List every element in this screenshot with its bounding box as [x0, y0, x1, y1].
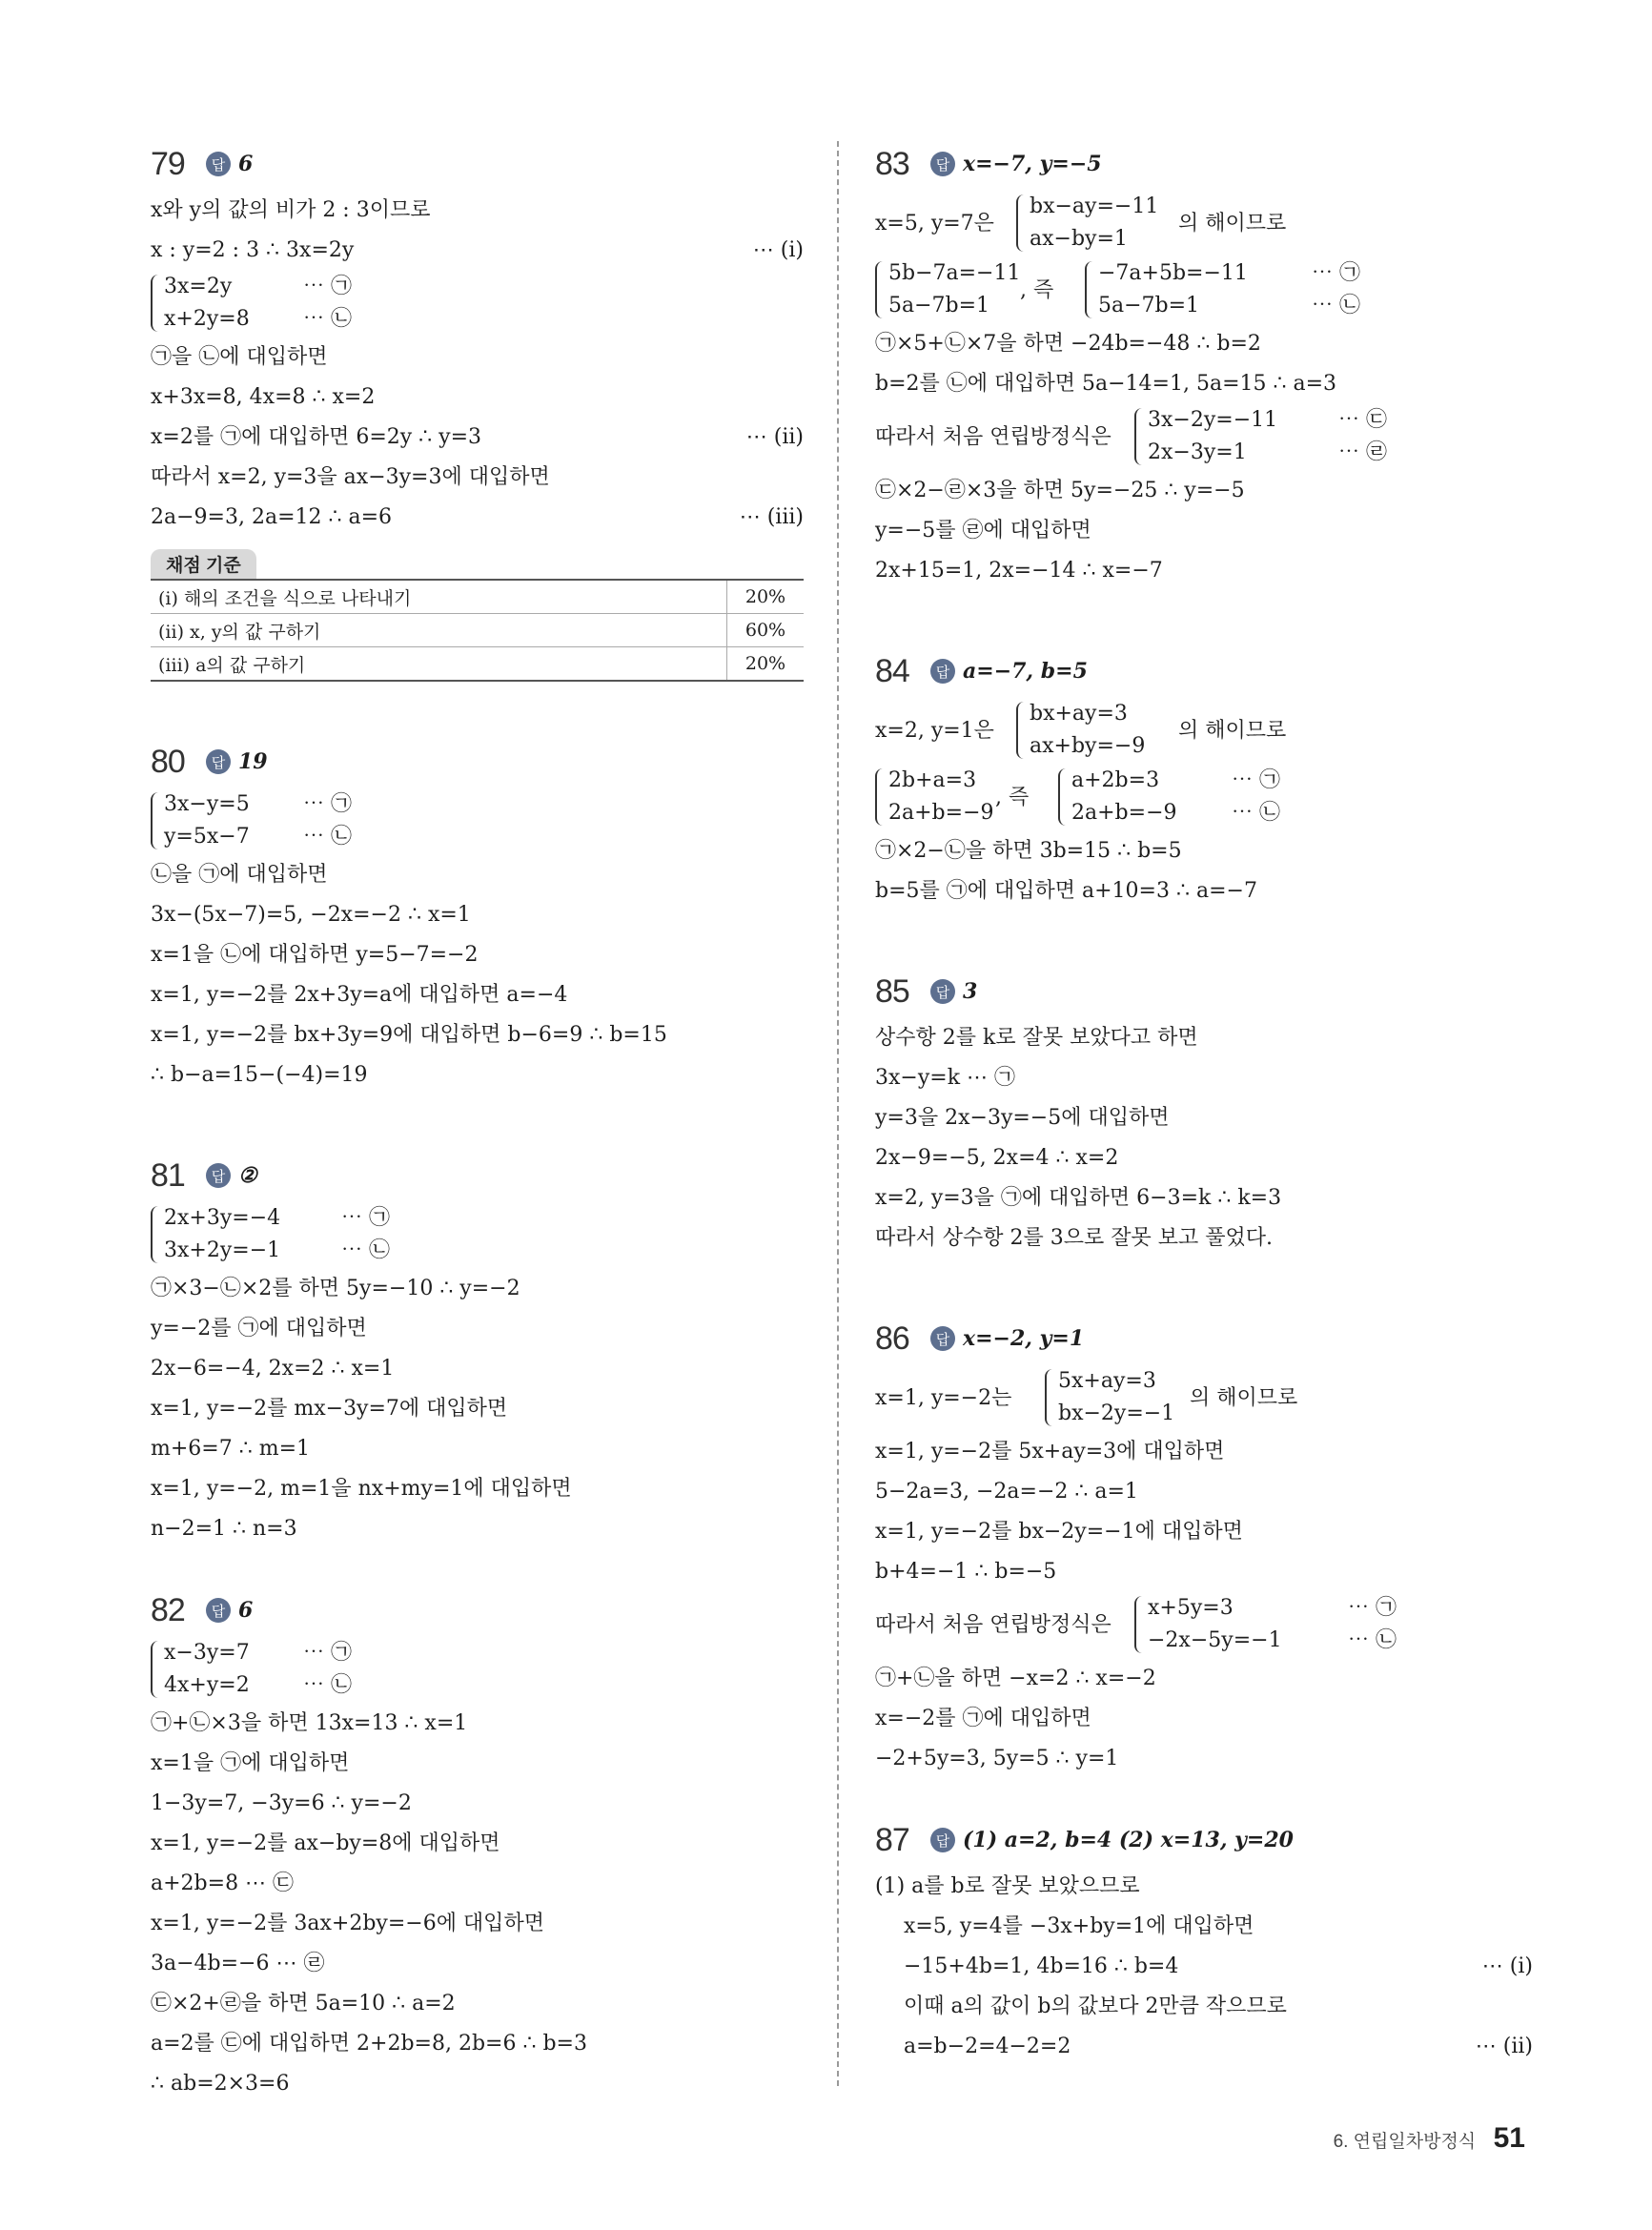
- solution-line: a=2를 ㉢에 대입하면 2+2b=8, 2b=6 ∴ b=3: [151, 2032, 587, 2056]
- solution-line: b=2를 ㉡에 대입하면 5a−14=1, 5a=15 ∴ a=3: [875, 372, 1337, 396]
- solution-line: x : y=2 : 3 ∴ 3x=2y ⋯ (i): [151, 231, 804, 271]
- solution-line: 2x+15=1, 2x=−14 ∴ x=−7: [875, 559, 1163, 583]
- solution-line: 따라서 x=2, y=3을 ax−3y=3에 대입하면: [151, 465, 550, 489]
- answer: (1) a=2, b=4 (2) x=13, y=20: [963, 1828, 1294, 1852]
- problem-86: [875, 1316, 1533, 1779]
- solution-line: x=1, y=−2를 bx+3y=9에 대입하면 b−6=9 ∴ b=15: [151, 1023, 667, 1047]
- step-tag: ⋯ (ii): [1475, 2035, 1533, 2058]
- solution-line: x=1, y=−2를 mx−3y=7에 대입하면: [151, 1397, 508, 1421]
- answer: x=−7, y=−5: [963, 152, 1102, 176]
- solution-line: x=1, y=−2를 bx−2y=−1에 대입하면: [875, 1520, 1243, 1544]
- answer-badge: 답: [206, 1598, 231, 1623]
- problem-number: 80: [151, 743, 185, 780]
- solution-line: x=1, y=−2를 ax−by=8에 대입하면: [151, 1831, 500, 1855]
- solution-line: n−2=1 ∴ n=3: [151, 1517, 297, 1541]
- solution-line: b+4=−1 ∴ b=−5: [875, 1560, 1057, 1584]
- step-tag: ⋯ (i): [752, 238, 804, 262]
- solution-line: x=1, y=−2를 5x+ay=3에 대입하면: [875, 1440, 1225, 1463]
- answer: ②: [238, 1163, 257, 1188]
- problem-number: 85: [875, 972, 909, 1010]
- solution-line: ㉠+㉡을 하면 −x=2 ∴ x=−2: [875, 1667, 1156, 1690]
- equation-system: 3x=2y ⋯ ㉠ x+2y=8 ⋯ ㉡: [151, 271, 804, 338]
- answer: a=−7, b=5: [963, 659, 1088, 684]
- problem-87: [875, 1817, 1533, 2067]
- solution-line: 따라서 상수항 2를 3으로 잘못 보고 풀었다.: [875, 1226, 1273, 1250]
- answer-badge: 답: [930, 152, 955, 176]
- solution-line: y=3을 2x−3y=−5에 대입하면: [875, 1106, 1170, 1130]
- right-column: [875, 141, 1533, 2067]
- solution-line: 5−2a=3, −2a=−2 ∴ a=1: [875, 1480, 1138, 1504]
- grading-criteria-table: [151, 579, 804, 682]
- problem-number: 81: [151, 1156, 185, 1194]
- problem-80: [151, 739, 804, 1095]
- solution-line: ㉠+㉡×3을 하면 13x=13 ∴ x=1: [151, 1711, 468, 1735]
- problem-number: 86: [875, 1320, 909, 1357]
- problem-number: 79: [151, 145, 185, 182]
- equation-system: 3x−y=5 ⋯ ㉠ y=5x−7 ⋯ ㉡: [151, 788, 804, 855]
- answer-badge: 답: [206, 749, 231, 774]
- solution-line: ㉠×3−㉡×2를 하면 5y=−10 ∴ y=−2: [151, 1277, 520, 1300]
- problem-number: 83: [875, 145, 909, 182]
- equation-system: 2b+a=3 2a+b=−9 , 즉 a+2b=3 2a+b=−9 ⋯ ㉠ ⋯ ㉡: [875, 765, 1533, 831]
- answer: 19: [238, 749, 268, 774]
- solution-line: 1−3y=7, −3y=6 ∴ y=−2: [151, 1791, 412, 1815]
- step-tag: ⋯ (ii): [745, 425, 804, 449]
- solution-line: 상수항 2를 k로 잘못 보았다고 하면: [875, 1026, 1198, 1050]
- solution-line: a=b−2=4−2=2 ⋯ (ii): [875, 2027, 1533, 2067]
- solution-line: ㉠×2−㉡을 하면 3b=15 ∴ b=5: [875, 839, 1182, 863]
- solution-line: ㉢×2−㉣×3을 하면 5y=−25 ∴ y=−5: [875, 479, 1245, 502]
- problem-number: 84: [875, 652, 909, 689]
- solution-line: x=5, y=4를 −3x+by=1에 대입하면: [904, 1914, 1254, 1938]
- chapter-title: 6. 연립일차방정식: [1333, 2132, 1477, 2152]
- equation-system: x−3y=7 ⋯ ㉠ 4x+y=2 ⋯ ㉡: [151, 1637, 804, 1704]
- table-row: (iii) a의 값 구하기 20%: [151, 647, 804, 682]
- solution-line: ㉠×5+㉡×7을 하면 −24b=−48 ∴ b=2: [875, 332, 1261, 356]
- solution-line: x와 y의 값의 비가 2 : 3이므로: [151, 198, 431, 222]
- page-footer: [1334, 2122, 1525, 2155]
- equation-system: 2x+3y=−4 ⋯ ㉠ 3x+2y=−1 ⋯ ㉡: [151, 1202, 804, 1269]
- column-divider: [837, 141, 839, 2086]
- solution-line: 3x−(5x−7)=5, −2x=−2 ∴ x=1: [151, 903, 471, 927]
- problem-84: [875, 648, 1533, 911]
- solution-line: ∴ b−a=15−(−4)=19: [151, 1063, 368, 1087]
- problem-81: [151, 1153, 804, 1549]
- grading-criteria-title: 채점 기준: [151, 549, 256, 579]
- problem-82: [151, 1587, 804, 2104]
- solution-line: x=1, y=−2, m=1을 nx+my=1에 대입하면: [151, 1477, 572, 1501]
- solution-line: y=−2를 ㉠에 대입하면: [151, 1317, 367, 1340]
- solution-line: b=5를 ㉠에 대입하면 a+10=3 ∴ a=−7: [875, 879, 1257, 903]
- solution-line: 3a−4b=−6 ⋯ ㉣: [151, 1952, 325, 1975]
- problem-83: [875, 141, 1533, 591]
- solution-line: −15+4b=1, 4b=16 ∴ b=4 ⋯ (i): [875, 1947, 1533, 1987]
- answer: 3: [963, 979, 978, 1004]
- step-tag: ⋯ (iii): [739, 505, 804, 529]
- left-column: [151, 141, 804, 2104]
- inline-system: x=1, y=−2는 5x+ay=3 bx−2y=−1 의 해이므로: [875, 1369, 1298, 1425]
- solution-line: x=1, y=−2를 3ax+2by=−6에 대입하면: [151, 1912, 544, 1935]
- solution-line: x=1, y=−2를 2x+3y=a에 대입하면 a=−4: [151, 983, 568, 1007]
- answer-badge: 답: [930, 659, 955, 684]
- problem-79: [151, 141, 804, 682]
- solution-line: x+3x=8, 4x=8 ∴ x=2: [151, 385, 376, 409]
- solution-line: x=2, y=3을 ㉠에 대입하면 6−3=k ∴ k=3: [875, 1186, 1282, 1210]
- solution-line: x=1을 ㉡에 대입하면 y=5−7=−2: [151, 943, 479, 967]
- answer: 6: [238, 152, 254, 176]
- inline-system: x=5, y=7은 bx−ay=−11 ax−by=1 의 해이므로: [875, 194, 1287, 251]
- solution-line: 이때 a의 값이 b의 값보다 2만큼 작으므로: [904, 1995, 1287, 2018]
- solution-line: x=1을 ㉠에 대입하면: [151, 1751, 350, 1775]
- solution-line: ㉡을 ㉠에 대입하면: [151, 863, 328, 887]
- equation-system: 5b−7a=−11 5a−7b=1 , 즉 −7a+5b=−11 5a−7b=1 ⋯ ㉠ ⋯ ㉡: [875, 257, 1533, 324]
- solution-line: −2+5y=3, 5y=5 ∴ y=1: [875, 1747, 1119, 1770]
- inline-system: x=2, y=1은 bx+ay=3 ax+by=−9 의 해이므로: [875, 702, 1287, 758]
- solution-line: 2x−9=−5, 2x=4 ∴ x=2: [875, 1146, 1119, 1170]
- solution-line: a+2b=8 ⋯ ㉢: [151, 1872, 295, 1895]
- solution-line: 2a−9=3, 2a=12 ∴ a=6 ⋯ (iii): [151, 498, 804, 538]
- equation-system: 따라서 처음 연립방정식은 3x−2y=−11 2x−3y=1 ⋯ ㉢ ⋯ ㉣: [875, 408, 1387, 464]
- answer: x=−2, y=1: [963, 1326, 1085, 1351]
- answer-badge: 답: [930, 1326, 955, 1351]
- equation-system: 따라서 처음 연립방정식은 x+5y=3 −2x−5y=−1 ⋯ ㉠ ⋯ ㉡: [875, 1596, 1397, 1652]
- grading-criteria: [151, 549, 804, 682]
- solution-line: 3x−y=k ⋯ ㉠: [875, 1066, 1016, 1090]
- solution-line: x=2를 ㉠에 대입하면 6=2y ∴ y=3 ⋯ (ii): [151, 418, 804, 458]
- solution-line: y=−5를 ㉣에 대입하면: [875, 519, 1091, 542]
- answer-badge: 답: [930, 979, 955, 1004]
- problem-number: 82: [151, 1591, 185, 1628]
- problem-number: 87: [875, 1821, 909, 1858]
- solution-line: m+6=7 ∴ m=1: [151, 1437, 310, 1461]
- answer-badge: 답: [206, 1163, 231, 1188]
- solution-line: ㉢×2+㉣을 하면 5a=10 ∴ a=2: [151, 1992, 456, 2015]
- page-number: 51: [1493, 2122, 1525, 2154]
- solution-line: (1) a를 b로 잘못 보았으므로: [875, 1874, 1140, 1898]
- solution-line: ∴ ab=2×3=6: [151, 2072, 290, 2096]
- solution-line: x=−2를 ㉠에 대입하면: [875, 1707, 1091, 1730]
- problem-85: [875, 969, 1533, 1258]
- solution-line: ㉠을 ㉡에 대입하면: [151, 345, 328, 369]
- step-tag: ⋯ (i): [1481, 1954, 1533, 1978]
- solution-line: 2x−6=−4, 2x=2 ∴ x=1: [151, 1357, 395, 1381]
- answer-badge: 답: [930, 1828, 955, 1852]
- answer: 6: [238, 1598, 254, 1623]
- table-row: (ii) x, y의 값 구하기 60%: [151, 614, 804, 647]
- answer-badge: 답: [206, 152, 231, 176]
- table-row: (i) 해의 조건을 식으로 나타내기 20%: [151, 580, 804, 614]
